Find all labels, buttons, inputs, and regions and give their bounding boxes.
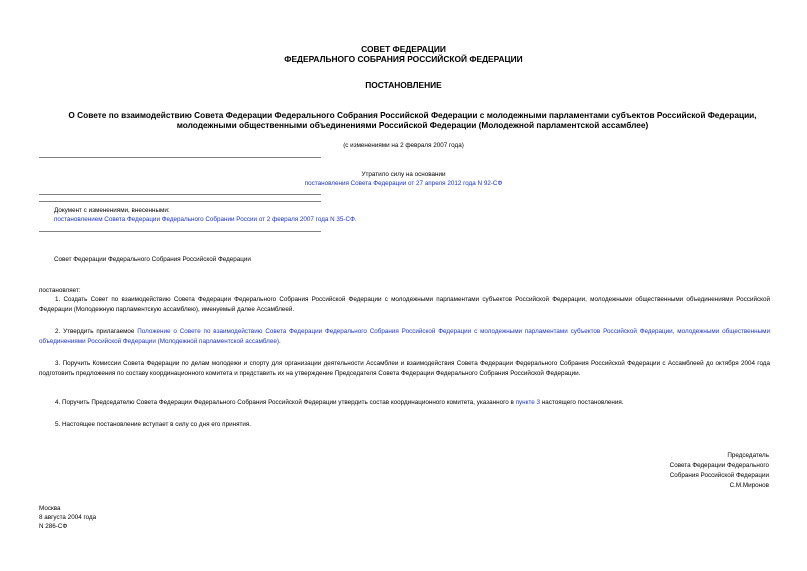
document-footer [39,504,96,531]
footer-city: Москва [39,505,61,512]
divider-line [39,231,321,232]
paragraph-5: 5. Настоящее постановление вступает в силу со дня его принятия. [55,421,252,428]
signature-line3: Собрания Российской Федерации [669,472,769,480]
paragraph-4-prefix: 4. Поручить Председателю Совета Федерации Федерального Собрания Российской Федерации утвердить состав координационного комитета, указанного в [55,399,516,406]
document-header [0,44,807,64]
changes-link-block [54,215,357,225]
regulation-link[interactable]: Положение о Совете по взаимодействию Совета Федерации Федерального Собрания Российской Федерации с молодежными парламентами субъектов Российской Федерации, молодежными общественными объединениями Российской Федерации (Молодежной парламентской ассамблее) [39,328,770,345]
expired-basis-link[interactable]: постановления Совета Федерации от 27 апреля 2012 года N 92-СФ [304,180,503,187]
signature-line2: Совета Федерации Федерального [669,462,769,470]
expired-status-text: Утратило силу на основании [361,171,446,178]
divider-line [39,157,321,158]
paragraph-1: 1. Создать Совет по взаимодействию Совета Федерации Федерального Собрания Российской Федерации с молодежными парламентами субъектов Российской Федерации, молодежными общественными объединениями Российской Федерации (Молодежную парламентскую ассамблею), именуемый далее Ассамблеей. [39,296,770,313]
signatory-name: С.М.Миронов [729,482,769,490]
org-name-line1: СОВЕТ ФЕДЕРАЦИИ [361,44,446,54]
org-name-line2: ФЕДЕРАЛЬНОГО СОБРАНИЯ РОССИЙСКОЙ ФЕДЕРАЦИИ [284,54,523,65]
paragraph-2-prefix: 2. Утвердить прилагаемое [55,328,138,335]
paragraph-4 [39,398,770,408]
changes-document-link[interactable]: постановлением Совета Федерации Федерального Собрании России от 2 февраля 2007 года N 35-СФ. [54,216,357,223]
paragraph-3: 3. Поручить Комиссии Совета Федерации по делам молодежи и спорту для организации деятельности Ассамблеи и взаимодействия Совета Федерации Федерального Собрания Российской Федерации с Ассамблеей до октября 2004 года подготовить предложения по составу координационного комитета и представить их на утверждение Председателя Совета Федерации Федерального Собрания Российской Федерации. [39,360,770,377]
footer-number: N 286-СФ [39,523,68,531]
amendment-note: (с изменениями на 2 февраля 2007 года) [343,142,464,149]
document-title: О Совете по взаимодействию Совета Федерации Федерального Собрания Российской Федерации с молодежными парламентами субъектов Российской Федерации, молодежными общественными объединениями Российской Федерации (Молодежной парламентской ассамблее) [68,110,757,131]
issuer-text: Совет Федерации Федерального Собрания Российской Федерации [54,256,251,263]
resolved-text: постановляет: [39,287,81,294]
expired-status-block [0,179,807,189]
document-type: ПОСТАНОВЛЕНИЕ [365,80,442,90]
clause-3-link[interactable]: пункте 3 [515,399,541,406]
signature-block [670,451,769,491]
signature-line1: Председатель [727,452,769,459]
divider-line [39,201,321,202]
changes-label: Документ с изменениями, внесенными: [54,207,170,214]
paragraph-2-suffix: . [278,337,281,345]
footer-date: 8 августа 2004 года [39,514,97,522]
paragraph-4-suffix: настоящего постановления. [540,399,624,406]
divider-line [39,194,321,195]
paragraph-2 [39,327,770,347]
